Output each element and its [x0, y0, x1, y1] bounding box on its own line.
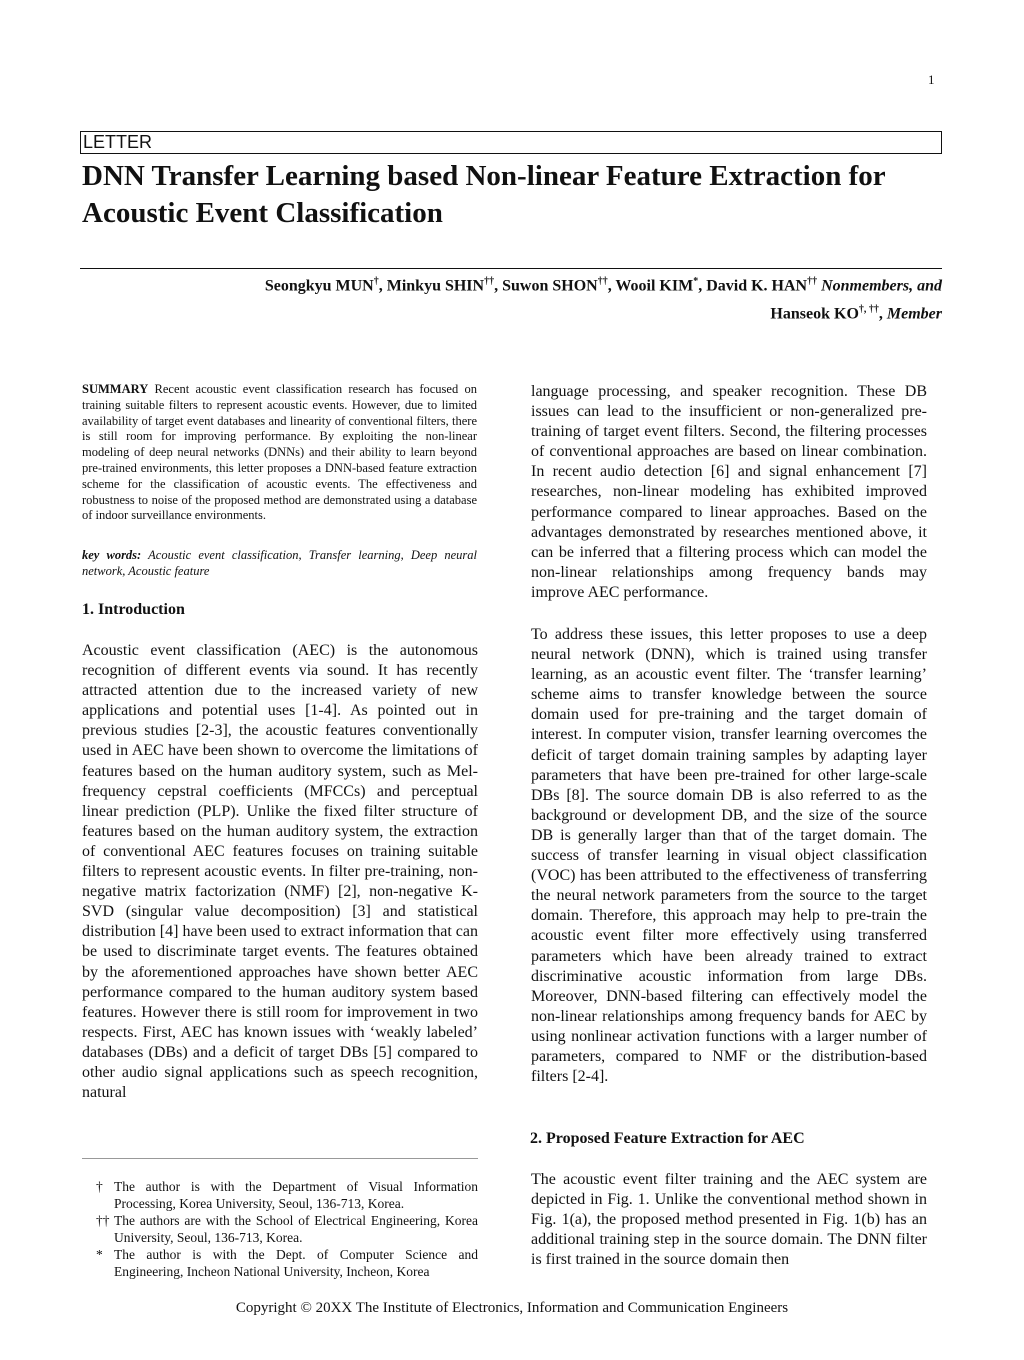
title-rule	[80, 268, 942, 269]
introduction-paragraph-2: To address these issues, this letter proposes to use a deep neural network (DNN), which is trained using transfer learning, as an acoustic event filter. The ‘transfer learning’ scheme aims to transfer knowledge between the source domain used for pre-training and the target domain of interest. In computer vision, transfer learning overcomes the deficit of target domain training samples by adapting layer parameters that have been pre-trained for other large-scale DBs [8]. The source domain DB is also referred to as the background or development DB, and the size of the source DB is generally larger than that of the target domain. The success of transfer learning in visual object classification (VOC) has been attributed to the effectiveness of transferring the neural network parameters from the source to the target domain. Therefore, this approach may help to pre-train the acoustic event filter more effectively using transferred parameters which have been already trained to extract discriminative acoustic information from large DBs. Moreover, DNN-based filtering can effectively model the non-linear relationships among frequency bands for AEC by using nonlinear activation functions with a larger number of parameters, compared to NMF or the distribution-based filters [2-4].	[531, 626, 927, 1086]
footnote-mark: *	[96, 1247, 103, 1262]
affiliation-mark: ††	[484, 276, 495, 287]
membership-role: Member	[886, 305, 942, 323]
keywords	[82, 548, 477, 580]
author-name: , Wooil KIM	[607, 277, 694, 295]
affiliation-mark: †, ††	[858, 304, 879, 316]
affiliation-mark: †	[373, 276, 379, 287]
footnote	[96, 1246, 478, 1280]
footnote-mark: ††	[96, 1213, 110, 1228]
author-separator: ,	[878, 305, 887, 323]
section-heading-proposed: 2. Proposed Feature Extraction for AEC	[530, 1130, 805, 1147]
footnote-text: The author is with the Dept. of Computer Science and Engineering, Incheon National University, Incheon, Korea	[114, 1247, 478, 1279]
section-heading-introduction: 1. Introduction	[82, 601, 185, 618]
proposed-paragraph-1: The acoustic event filter training and the AEC system are depicted in Fig. 1. Unlike the conventional method shown in Fig. 1(a), the proposed method presented in Fig. 1(b) has an additional training step in the source domain. The DNN filter is first trained in the source domain then	[531, 1171, 927, 1269]
author-name: Hanseok KO	[770, 305, 859, 323]
footnotes	[96, 1178, 478, 1280]
paper-title	[82, 158, 962, 232]
page-number: 1	[928, 72, 935, 87]
introduction-paragraph-1-continued: language processing, and speaker recognition. These DB issues can lead to the insufficient or non-generalized pre-training of target event filters. Second, the filtering processes of conventional approaches are based on linear combination. In recent audio detection [6] and signal enhancement [7] researches, non-linear modeling has exhibited improved performance compared to linear approaches. Based on the advantages demonstrated by researches mentioned above, it can be inferred that a filtering process which can model the non-linear relationships among frequency bands may improve AEC performance.	[531, 383, 927, 601]
author-line-1	[100, 270, 942, 298]
footnote	[96, 1212, 478, 1246]
author-name: , David K. HAN	[698, 277, 808, 295]
summary-label: SUMMARY	[82, 382, 149, 396]
keywords-label: key words:	[82, 548, 142, 562]
footnote-rule	[82, 1158, 478, 1159]
author-name: Seongkyu MUN	[264, 277, 374, 295]
footnote-text: The authors are with the School of Electrical Engineering, Korea University, Seoul, 136-713, Korea.	[114, 1213, 478, 1245]
author-name: , Suwon SHON	[494, 277, 598, 295]
title-line-2: Acoustic Event Classification	[82, 197, 443, 229]
affiliation-mark: ††	[597, 276, 608, 287]
section-label: LETTER	[80, 131, 942, 154]
footnote	[96, 1178, 478, 1212]
copyright-notice: Copyright © 20XX The Institute of Electronics, Information and Communication Engineers	[235, 1300, 789, 1316]
author-name: , Minkyu SHIN	[378, 277, 485, 295]
author-line-2	[100, 298, 942, 326]
introduction-paragraph-1: Acoustic event classification (AEC) is the autonomous recognition of different events via sound. It has recently attracted attention due to the increased variety of new applications and potential uses [1-4]. As pointed out in previous studies [2-3], the acoustic features conventionally used in AEC have been shown to overcome the limitations of features based on the human auditory system, such as Mel-frequency cepstral coefficients (MFCCs) and perceptual linear prediction (PLP). Unlike the fixed filter structure of features based on the human auditory system, the extraction of conventional AEC features focuses on training suitable filters to represent acoustic events. In filter pre-training, non-negative matrix factorization (NMF) [2], non-negative K-SVD (singular value decomposition) [3] and statistical distribution [4] have been used to extract information that can be used to discriminate target events. The features obtained by the aforementioned approaches have shown better AEC performance compared to the human auditory system based features. However there is still room for improvement in two respects. First, AEC has known issues with ‘weakly labeled’ databases (DBs) and a deficit of target DBs [5] compared to other audio signal applications such as speech recognition, natural	[82, 642, 478, 1102]
keywords-text: Acoustic event classification, Transfer learning, Deep neural network, Acoustic feature	[82, 548, 478, 578]
footnote-text: The author is with the Department of Visual Information Processing, Korea University, Seoul, 136-713, Korea.	[114, 1179, 478, 1211]
summary-text: Recent acoustic event classification research has focused on training suitable filters to represent acoustic events. However, due to limited availability of target event databases and linearity of conventional filters, there is still room for improving performance. By exploiting the non-linear modeling of deep neural networks (DNNs) and their ability to learn beyond pre-trained environments, this letter proposes a DNN-based feature extraction scheme for the classification of acoustic events. The effectiveness and robustness to noise of the proposed method are demonstrated using a database of indoor surveillance environments.	[82, 382, 477, 523]
summary-abstract	[82, 382, 477, 524]
affiliation-mark: *	[693, 276, 699, 287]
title-line-1: DNN Transfer Learning based Non-linear Feature Extraction for	[82, 160, 886, 192]
author-list	[100, 270, 942, 327]
footnote-mark: †	[96, 1179, 103, 1194]
membership-role: Nonmembers, and	[821, 277, 942, 295]
affiliation-mark: ††	[807, 276, 818, 287]
